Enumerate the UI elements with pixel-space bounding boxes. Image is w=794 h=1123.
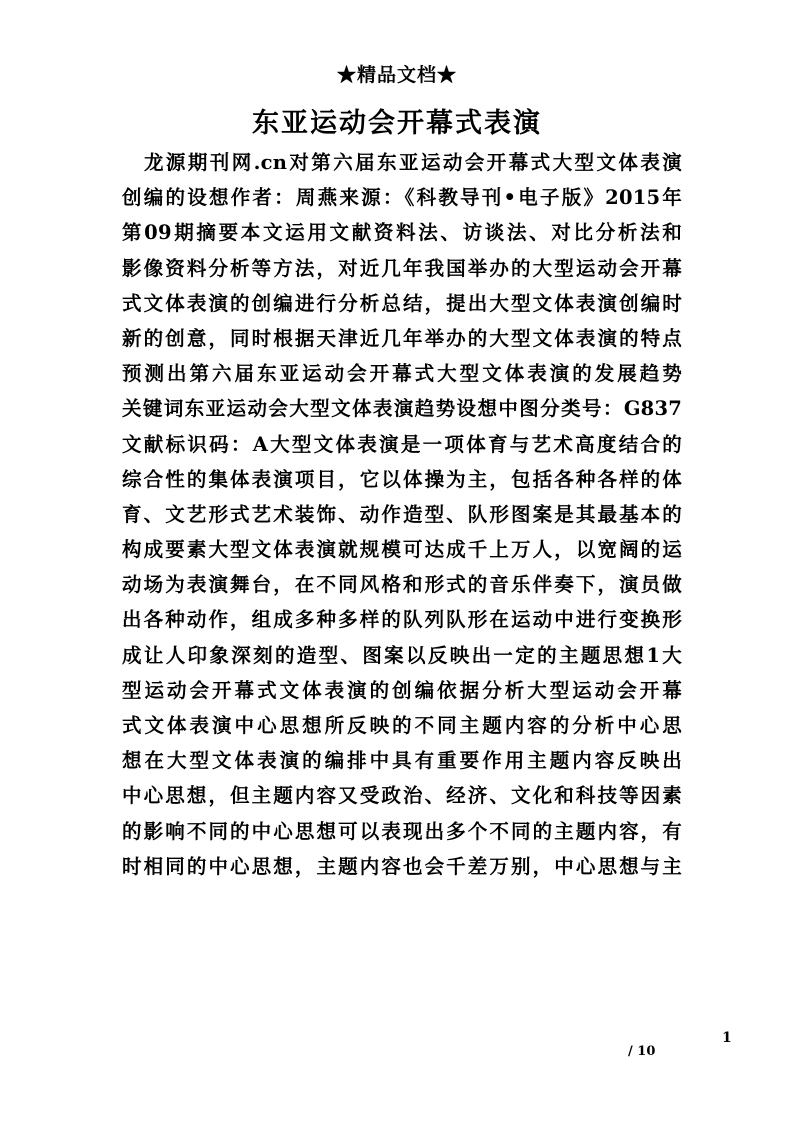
text-line: 出各种动作，组成多种多样的队列队形在运动中进行变换形 — [122, 608, 682, 632]
text-line: 型运动会开幕式文体表演的创编依据分析大型运动会开幕 — [122, 678, 682, 702]
text-line: 成让人印象深刻的造型、图案以反映出一定的主题思想1大 — [122, 643, 682, 667]
page-number: 1 — [722, 1030, 732, 1046]
text-line: 时相同的中心思想，主题内容也会千差万别，中心思想与主 — [122, 854, 682, 878]
text-line: 龙源期刊网.cn对第六届东亚运动会开幕式大型文体表演 — [122, 151, 682, 174]
text-line: 预测出第六届东亚运动会开幕式大型文体表演的发展趋势 — [122, 362, 682, 386]
text-line: 式文体表演的创编进行分析总结，提出大型文体表演创编时 — [122, 291, 682, 315]
text-line: 的影响不同的中心思想可以表现出多个不同的主题内容，有 — [122, 819, 682, 843]
text-line: 文献标识码：A大型文体表演是一项体育与艺术高度结合的 — [122, 432, 682, 456]
page-total: / 10 — [628, 1044, 656, 1059]
text-line: 创编的设想作者：周燕来源：《科教导刊•电子版》2015年 — [122, 186, 682, 210]
text-line: 动场为表演舞台，在不同风格和形式的音乐伴奏下，演员做 — [122, 573, 682, 597]
text-line: 育、文艺形式艺术装饰、动作造型、队形图案是其最基本的 — [122, 502, 682, 526]
text-line: 综合性的集体表演项目，它以体操为主，包括各种各样的体 — [122, 467, 682, 491]
text-line: 新的创意，同时根据天津近几年举办的大型文体表演的特点 — [122, 326, 682, 350]
body-text — [122, 145, 682, 884]
text-line: 关键词东亚运动会大型文体表演趋势设想中图分类号：G837 — [122, 397, 682, 421]
header-tag: ★精品文档★ — [336, 64, 457, 86]
text-line: 影像资料分析等方法，对近几年我国举办的大型运动会开幕 — [122, 256, 682, 280]
document-title: 东亚运动会开幕式表演 — [252, 108, 542, 139]
text-line: 构成要素大型文体表演就规模可达成千上万人，以宽阔的运 — [122, 538, 682, 562]
text-line: 第09期摘要本文运用文献资料法、访谈法、对比分析法和 — [122, 221, 682, 245]
text-line: 中心思想，但主题内容又受政治、经济、文化和科技等因素 — [122, 784, 682, 808]
text-line: 想在大型文体表演的编排中具有重要作用主题内容反映出 — [122, 749, 682, 773]
text-line: 式文体表演中心思想所反映的不同主题内容的分析中心思 — [122, 714, 682, 737]
